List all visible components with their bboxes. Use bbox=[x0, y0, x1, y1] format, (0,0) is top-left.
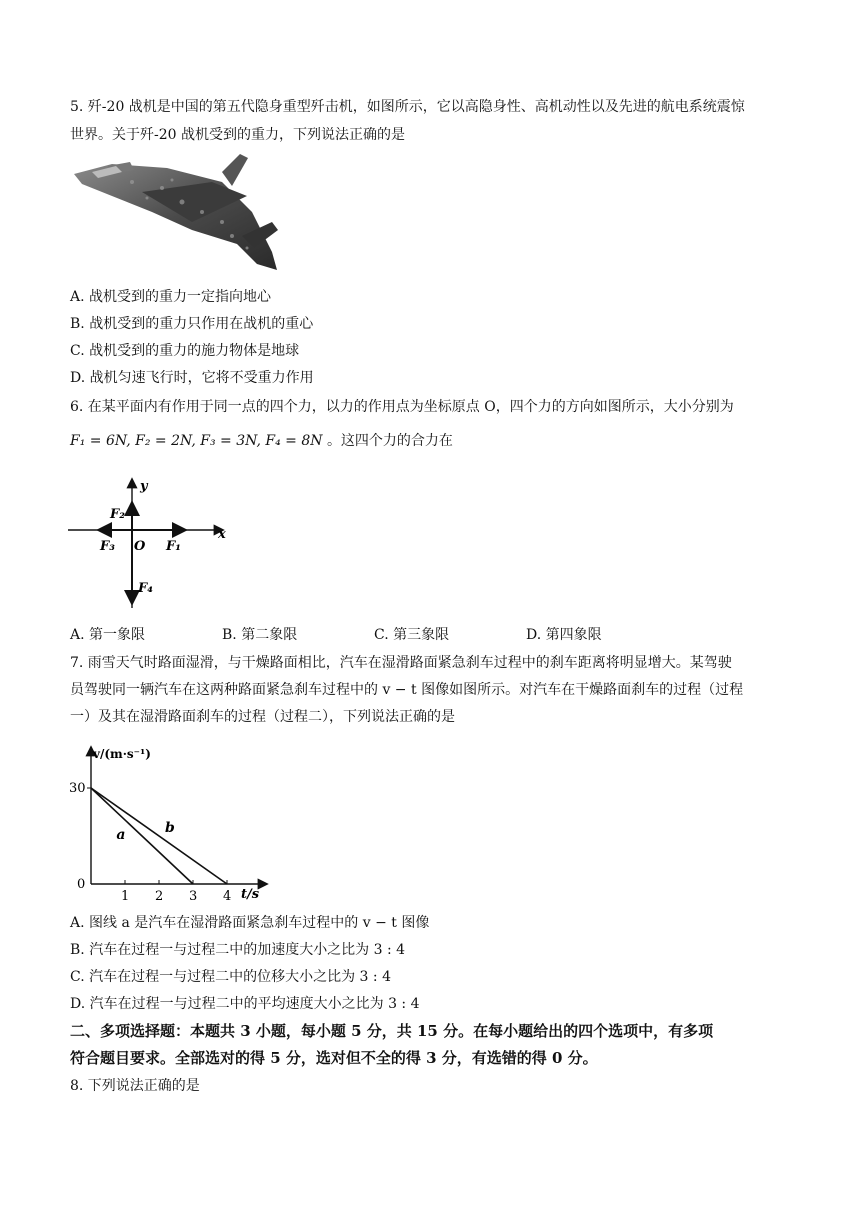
series-label-b: b bbox=[165, 820, 175, 836]
q5-option-d: D. 战机匀速飞行时，它将不受重力作用 bbox=[70, 370, 314, 386]
q7-stem-line2: 员驾驶同一辆汽车在这两种路面紧急刹车过程中的 v − t 图像如图所示。对汽车在干燥路面刹车的过程（过程 bbox=[70, 682, 744, 698]
q7-option-c: C. 汽车在过程一与过程二中的位移大小之比为 3 : 4 bbox=[70, 969, 391, 985]
x-tick-label: 3 bbox=[189, 889, 198, 902]
q5-option-b: B. 战机受到的重力只作用在战机的重心 bbox=[70, 316, 314, 332]
f4-label: F₄ bbox=[138, 581, 153, 596]
q6-option-a: A. 第一象限 bbox=[70, 627, 146, 643]
q7-option-d: D. 汽车在过程一与过程二中的平均速度大小之比为 3 : 4 bbox=[70, 996, 420, 1012]
q6-stem-suffix: 。这四个力的合力在 bbox=[326, 433, 453, 449]
x-axis-label: t/s bbox=[241, 887, 260, 902]
f1-label: F₁ bbox=[166, 539, 181, 554]
q7-option-b: B. 汽车在过程一与过程二中的加速度大小之比为 3 : 4 bbox=[70, 942, 406, 958]
f2-label: F₂ bbox=[110, 507, 125, 522]
q5-stem-line2: 世界。关于歼-20 战机受到的重力，下列说法正确的是 bbox=[70, 127, 405, 143]
f3-label: F₃ bbox=[100, 539, 115, 554]
series-line-b bbox=[91, 788, 227, 884]
x-tick-label: 4 bbox=[223, 889, 232, 902]
fighter-jet-image bbox=[72, 152, 282, 274]
series-label-a: a bbox=[116, 827, 126, 844]
q8-stem: 8. 下列说法正确的是 bbox=[70, 1078, 200, 1094]
q7-stem-line1: 7. 雨雪天气时路面湿滑，与干燥路面相比，汽车在湿滑路面紧急刹车过程中的刹车距离将明显增大。某驾驶 bbox=[70, 655, 732, 671]
q6-option-d: D. 第四象限 bbox=[526, 627, 602, 643]
axis-x-label: x bbox=[218, 527, 226, 542]
x-tick-label: 1 bbox=[121, 889, 130, 902]
y-tick-label: 0 bbox=[77, 877, 86, 892]
x-tick-label: 2 bbox=[155, 889, 164, 902]
q5-option-a: A. 战机受到的重力一定指向地心 bbox=[70, 289, 272, 305]
axis-y-label: y bbox=[140, 479, 148, 494]
force-diagram bbox=[66, 470, 236, 612]
origin-label: O bbox=[134, 539, 146, 554]
y-axis-label: v/(m·s⁻¹) bbox=[93, 747, 151, 761]
q6-options bbox=[70, 624, 678, 646]
q5-option-c: C. 战机受到的重力的施力物体是地球 bbox=[70, 343, 300, 359]
series-line-a bbox=[91, 788, 193, 884]
q7-stem-line3: 一）及其在湿滑路面刹车的过程（过程二），下列说法正确的是 bbox=[70, 709, 455, 725]
vt-chart bbox=[66, 738, 276, 902]
section2-heading-line1: 二、多项选择题：本题共 3 小题，每小题 5 分，共 15 分。在每小题给出的四个选项中，有多项 bbox=[70, 1022, 714, 1040]
section2-heading-line2: 符合题目要求。全部选对的得 5 分，选对但不全的得 3 分，有选错的得 0 分。 bbox=[70, 1049, 598, 1067]
q6-stem-line2 bbox=[70, 430, 453, 452]
q6-option-b: B. 第二象限 bbox=[222, 627, 298, 643]
q5-stem-line1: 5. 歼-20 战机是中国的第五代隐身重型歼击机，如图所示，它以高隐身性、高机动性以及先进的航电系统震惊 bbox=[70, 99, 745, 115]
q6-option-c: C. 第三象限 bbox=[374, 627, 450, 643]
q6-formula: F₁ = 6N, F₂ = 2N, F₃ = 3N, F₄ = 8N bbox=[70, 433, 323, 449]
y-tick-label: 30 bbox=[69, 781, 86, 796]
q7-option-a: A. 图线 a 是汽车在湿滑路面紧急刹车过程中的 v − t 图像 bbox=[70, 915, 430, 931]
q6-stem-line1: 6. 在某平面内有作用于同一点的四个力，以力的作用点为坐标原点 O，四个力的方向如图所示，大小分别为 bbox=[70, 399, 734, 415]
